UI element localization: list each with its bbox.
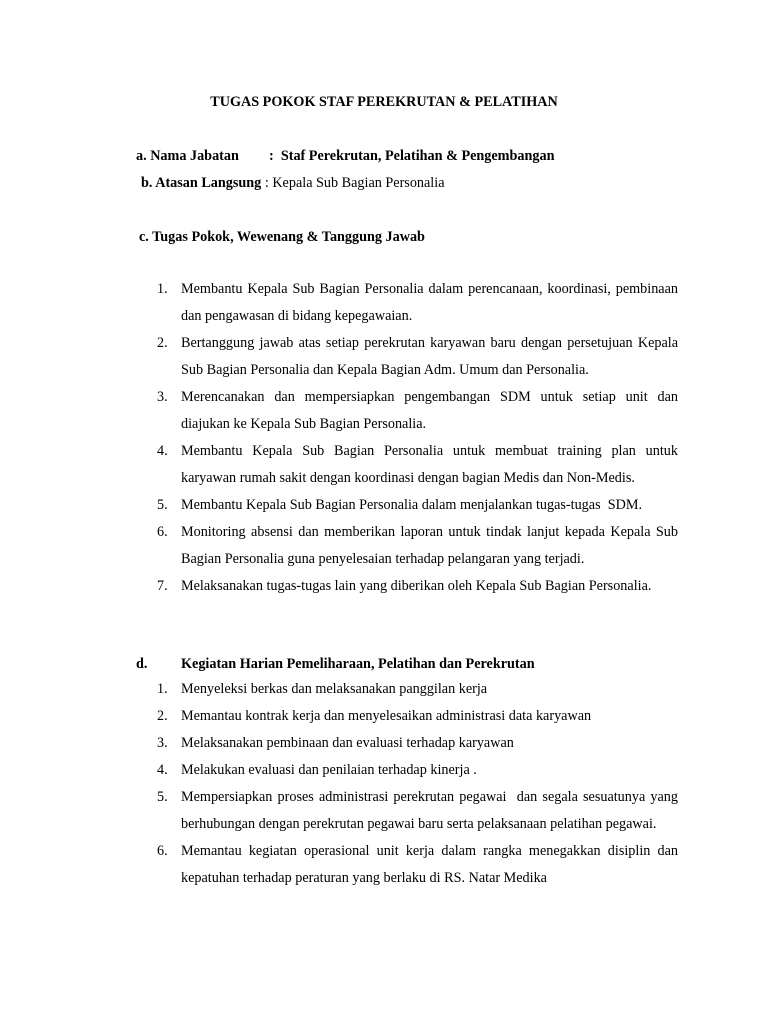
section-c-heading: c. Tugas Pokok, Wewenang & Tanggung Jawab [139, 229, 425, 245]
document-title: TUGAS POKOK STAF PEREKRUTAN & PELATIHAN [210, 94, 558, 110]
field-atasan-langsung-value: Kepala Sub Bagian Personalia [272, 175, 445, 191]
list-item-number: 4. [157, 762, 168, 778]
list-item [157, 573, 678, 600]
list-item [157, 384, 678, 438]
list-item-text: Melaksanakan tugas-tugas lain yang diberikan oleh Kepala Sub Bagian Personalia. [181, 578, 652, 594]
list-item-number: 5. [157, 497, 168, 513]
list-item-number: 3. [157, 735, 168, 751]
field-nama-jabatan [136, 146, 554, 166]
list-item [157, 757, 678, 784]
list-item-text: Memantau kontrak kerja dan menyelesaikan administrasi data karyawan [181, 708, 592, 724]
list-item-number: 1. [157, 281, 168, 297]
list-item-text: Melaksanakan pembinaan dan evaluasi terhadap karyawan [181, 735, 514, 751]
list-item-text: Mempersiapkan proses administrasi perekrutan pegawai dan segala sesuatunya yang berhubungan dengan perekrutan pegawai baru serta pelaksanaan pelatihan pegawai. [181, 789, 682, 832]
list-item-text: Menyeleksi berkas dan melaksanakan panggilan kerja [181, 681, 488, 697]
field-atasan-langsung [141, 173, 445, 193]
list-item [157, 519, 678, 573]
field-atasan-langsung-label: b. Atasan Langsung [141, 175, 262, 191]
list-item-text: Bertanggung jawab atas setiap perekrutan karyawan baru dengan persetujuan Kepala Sub Bagian Personalia dan Kepala Bagian Adm. Umum dan Personalia. [181, 335, 678, 378]
section-d-heading [136, 654, 535, 674]
list-item [157, 838, 678, 892]
list-item-text: Memantau kegiatan operasional unit kerja dalam rangka menegakkan disiplin dan kepatuhan terhadap peraturan yang berlaku di RS. Natar Medika [181, 843, 678, 886]
list-item [157, 703, 678, 730]
list-item-text: Membantu Kepala Sub Bagian Personalia dalam perencanaan, koordinasi, pembinaan dan pengawasan di bidang kepegawaian. [181, 281, 678, 324]
section-d-heading-text: Kegiatan Harian Pemeliharaan, Pelatihan dan Perekrutan [181, 656, 535, 672]
list-item [157, 676, 678, 703]
list-item-number: 2. [157, 708, 168, 724]
list-item [157, 438, 678, 492]
list-item-number: 3. [157, 389, 168, 405]
list-item-text: Membantu Kepala Sub Bagian Personalia untuk membuat training plan untuk karyawan rumah sakit dengan koordinasi dengan bagian Medis dan Non-Medis. [181, 443, 678, 486]
list-item-text: Monitoring absensi dan memberikan laporan untuk tindak lanjut kepada Kepala Sub Bagian Personalia guna penyelesaian terhadap pelangaran yang terjadi. [181, 524, 678, 567]
field-nama-jabatan-label: a. Nama Jabatan [136, 148, 239, 164]
list-item-number: 2. [157, 335, 168, 351]
field-nama-jabatan-value: Staf Perekrutan, Pelatihan & Pengembangan [280, 148, 555, 164]
list-item-number: 4. [157, 443, 168, 459]
section-d-marker: d. [136, 656, 148, 672]
list-item-number: 1. [157, 681, 168, 697]
list-item-number: 6. [157, 843, 168, 859]
list-item [157, 276, 678, 330]
list-item-number: 6. [157, 524, 168, 540]
list-item [157, 330, 678, 384]
list-item-number: 5. [157, 789, 168, 805]
list-item-text: Melakukan evaluasi dan penilaian terhadap kinerja . [181, 762, 477, 778]
list-item [157, 730, 678, 757]
section-c-list [157, 276, 678, 600]
field-atasan-langsung-separator: : [261, 175, 273, 191]
list-item-text: Merencanakan dan mempersiapkan pengembangan SDM untuk setiap unit dan diajukan ke Kepala Sub Bagian Personalia. [181, 389, 678, 432]
list-item [157, 492, 678, 519]
list-item-number: 7. [157, 578, 168, 594]
list-item [157, 784, 682, 838]
section-d-list [157, 676, 682, 892]
field-nama-jabatan-separator: : [269, 148, 274, 164]
list-item-text: Membantu Kepala Sub Bagian Personalia dalam menjalankan tugas-tugas SDM. [181, 497, 642, 513]
